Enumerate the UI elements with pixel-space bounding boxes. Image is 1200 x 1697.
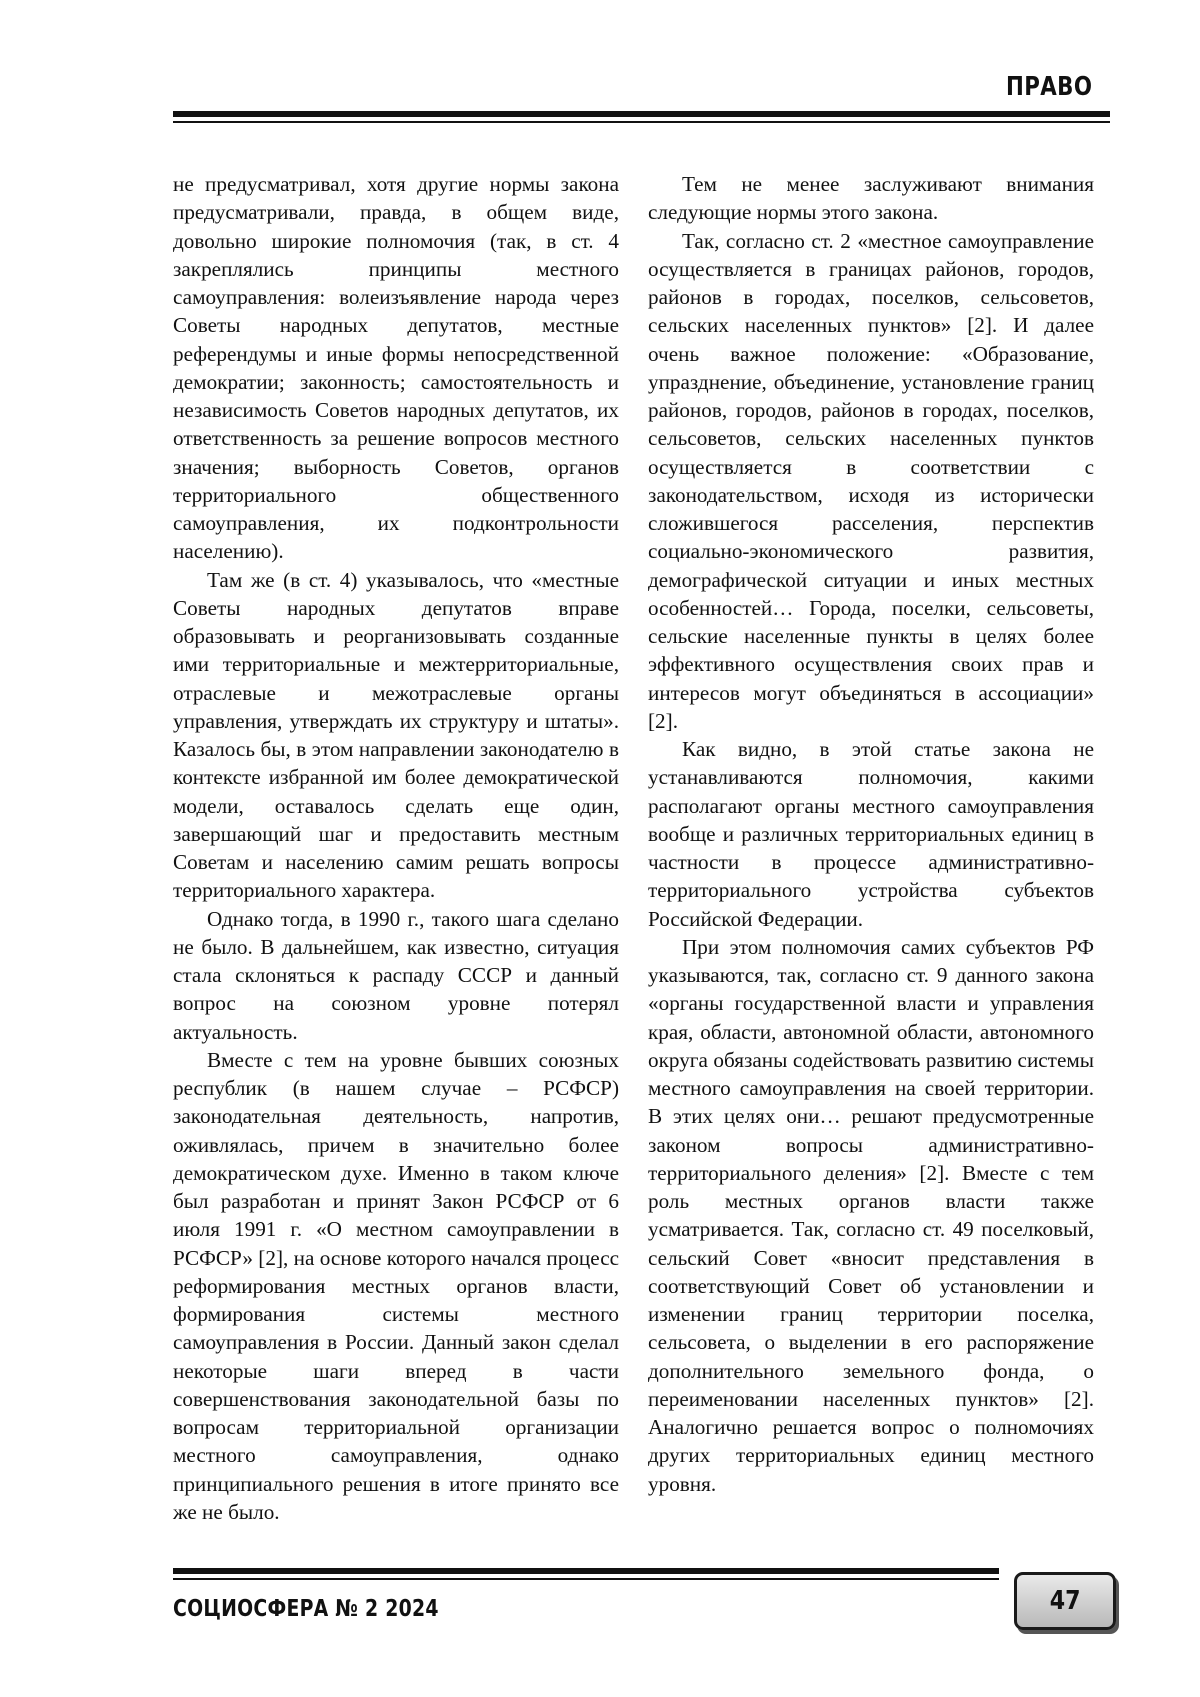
paragraph: Однако тогда, в 1990 г., такого шага сделано не было. В дальнейшем, как известно, ситуация стала склоняться к распаду СССР и данный вопрос на союзном уровне потерял актуальность. (173, 906, 619, 1044)
paragraph: Так, согласно ст. 2 «местное самоуправление осуществляется в границах районов, городов, районов в городах, поселков, сельсоветов, сельских населенных пунктов» [2]. И далее очень важное положение: «Образование, упразднение, объединение, установление границ районов, городов, районов в городах, поселков, сельсоветов, сельских населенных пунктов осуществляется в соответствии с законодательством, исходя из исторически сложившегося расселения, перспектив социально-экономического развития, демографической ситуации и иных местных особенностей… Города, поселки, сельсоветы, сельские населенные пункты в целях более эффективного осуществления своих прав и интересов могут объединяться в ассоциации» [2]. (648, 228, 1094, 733)
header-rule (173, 111, 1110, 117)
right-column (648, 170, 1094, 1498)
section-title: ПРАВО (1005, 72, 1092, 102)
footer-rule-thin (173, 1578, 999, 1580)
paragraph: Вместе с тем на уровне бывших союзных республик (в нашем случае – РСФСР) законодательная деятельность, напротив, оживлялась, причем в значительно более демократическом духе. Именно в таком ключе был разработан и принят Закон РСФСР от 6 июля 1991 г. «О местном самоуправлении в РСФСР» [2], на основе которого начался процесс реформирования местных органов власти, формирования системы местного самоуправления в России. Данный закон сделал некоторые шаги вперед в части совершенствования законодательной базы по вопросам территориальной организации местного самоуправления, однако принципиального решения в итоге принято все же не было. (173, 1047, 619, 1524)
paragraph: не предусматривал, хотя другие нормы закона предусматривали, правда, в общем виде, довольно широкие полномочия (так, в ст. 4 закреплялись принципы местного самоуправления: волеизъявление народа через Советы народных депутатов, местные референдумы и иные формы непосредственной демократии; законность; самостоятельность и независимость Советов народных депутатов, их ответственность за решение вопросов местного значения; выборность Советов, органов территориального общественного самоуправления, их подконтрольности населению). (173, 172, 619, 564)
page-number: 47 (1049, 1586, 1081, 1616)
header-rule-thin (173, 121, 1110, 123)
paragraph: Тем не менее заслуживают внимания следующие нормы этого закона. (648, 172, 1094, 225)
paragraph: Как видно, в этой статье закона не устанавливаются полномочия, какими располагают органы местного самоуправления вообще и различных территориальных единиц в частности в процессе административно-территориального устройства субъектов Российской Федерации. (648, 737, 1094, 931)
left-column (173, 170, 619, 1526)
footer-rule (173, 1568, 999, 1574)
journal-title: СОЦИОСФЕРА № 2 2024 (173, 1596, 439, 1622)
paragraph: Там же (в ст. 4) указывалось, что «местные Советы народных депутатов вправе образовывать и реорганизовывать созданные ими территориальные и межтерриториальные, отраслевые и межотраслевые органы управления, утверждать их структуру и штаты». Казалось бы, в этом направлении законодателю в контексте избранной им более демократической модели, оставалось сделать еще один, завершающий шаг и предоставить местным Советам и населению самим решать вопросы территориального характера. (173, 567, 619, 903)
page-number-badge (1014, 1572, 1116, 1630)
paragraph: При этом полномочия самих субъектов РФ указываются, так, согласно ст. 9 данного закона «органы государственной власти и управления края, области, автономной области, автономного округа обязаны содействовать развитию системы местного самоуправления на своей территории. В этих целях они… решают предусмотренные законом вопросы административно-территориального деления» [2]. Вместе с тем роль местных органов власти также усматривается. Так, согласно ст. 49 поселковый, сельский Совет «вносит представления в соответствующий Совет об установлении и изменении границ территории поселка, сельсовета, о выделении в его распоряжение дополнительного земельного фонда, о переименовании населенных пунктов» [2]. Аналогично решается вопрос о полномочиях других территориальных единиц местного уровня. (648, 934, 1094, 1496)
